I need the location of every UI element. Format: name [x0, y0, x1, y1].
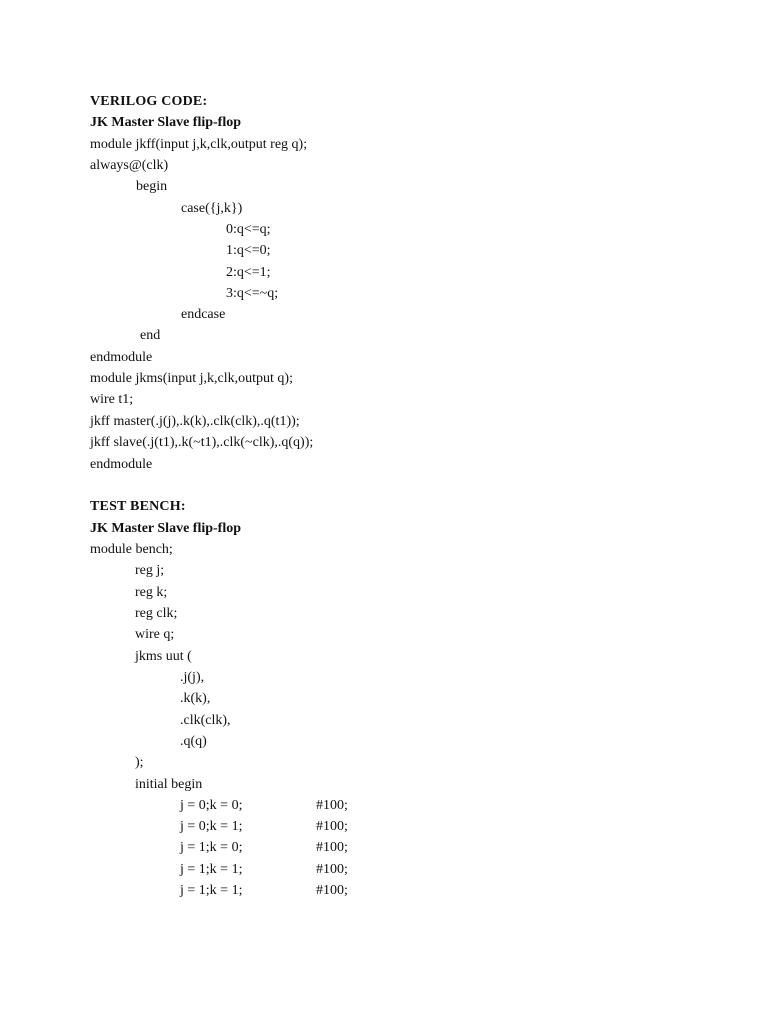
- code-line: initial begin: [135, 777, 203, 792]
- code-line: 3:q<=~q;: [226, 286, 279, 301]
- stimulus-assign: j = 0;k = 1;: [180, 819, 243, 834]
- code-line: wire q;: [135, 627, 175, 642]
- code-line: reg k;: [135, 585, 168, 600]
- stimulus-delay: #100;: [316, 840, 348, 855]
- code-line: case({j,k}): [181, 201, 243, 216]
- code-line: jkff master(.j(j),.k(k),.clk(clk),.q(t1));: [90, 414, 300, 429]
- stimulus-assign: j = 0;k = 0;: [180, 798, 243, 813]
- code-line: .j(j),: [180, 670, 205, 685]
- code-line: );: [135, 755, 144, 770]
- code-line: endmodule: [90, 457, 153, 472]
- stimulus-assign: j = 1;k = 0;: [180, 840, 243, 855]
- stimulus-assign: j = 1;k = 1;: [180, 862, 243, 877]
- code-line: wire t1;: [90, 392, 134, 407]
- stimulus-delay: #100;: [316, 819, 348, 834]
- code-line: reg j;: [135, 563, 165, 578]
- code-line: reg clk;: [135, 606, 178, 621]
- code-line: endcase: [181, 307, 226, 322]
- code-line: 1:q<=0;: [226, 243, 271, 258]
- code-line: 0:q<=q;: [226, 222, 271, 237]
- stimulus-delay: #100;: [316, 798, 348, 813]
- testbench-heading: TEST BENCH:: [90, 499, 186, 514]
- stimulus-delay: #100;: [316, 862, 348, 877]
- verilog-subheading: JK Master Slave flip-flop: [90, 115, 242, 130]
- code-line: jkff slave(.j(t1),.k(~t1),.clk(~clk),.q(q));: [90, 435, 314, 450]
- code-line: end: [140, 328, 161, 343]
- code-line: module jkff(input j,k,clk,output reg q);: [90, 137, 308, 152]
- code-line: .k(k),: [180, 691, 211, 706]
- code-line: jkms uut (: [135, 649, 192, 664]
- code-line: 2:q<=1;: [226, 265, 271, 280]
- code-line: always@(clk): [90, 158, 169, 173]
- code-line: module jkms(input j,k,clk,output q);: [90, 371, 293, 386]
- code-line: endmodule: [90, 350, 153, 365]
- code-line: module bench;: [90, 542, 173, 557]
- code-line: .q(q): [180, 734, 207, 749]
- verilog-heading: VERILOG CODE:: [90, 94, 208, 109]
- stimulus-assign: j = 1;k = 1;: [180, 883, 243, 898]
- testbench-subheading: JK Master Slave flip-flop: [90, 521, 242, 536]
- code-line: .clk(clk),: [180, 713, 231, 728]
- code-line: begin: [136, 179, 168, 194]
- stimulus-delay: #100;: [316, 883, 348, 898]
